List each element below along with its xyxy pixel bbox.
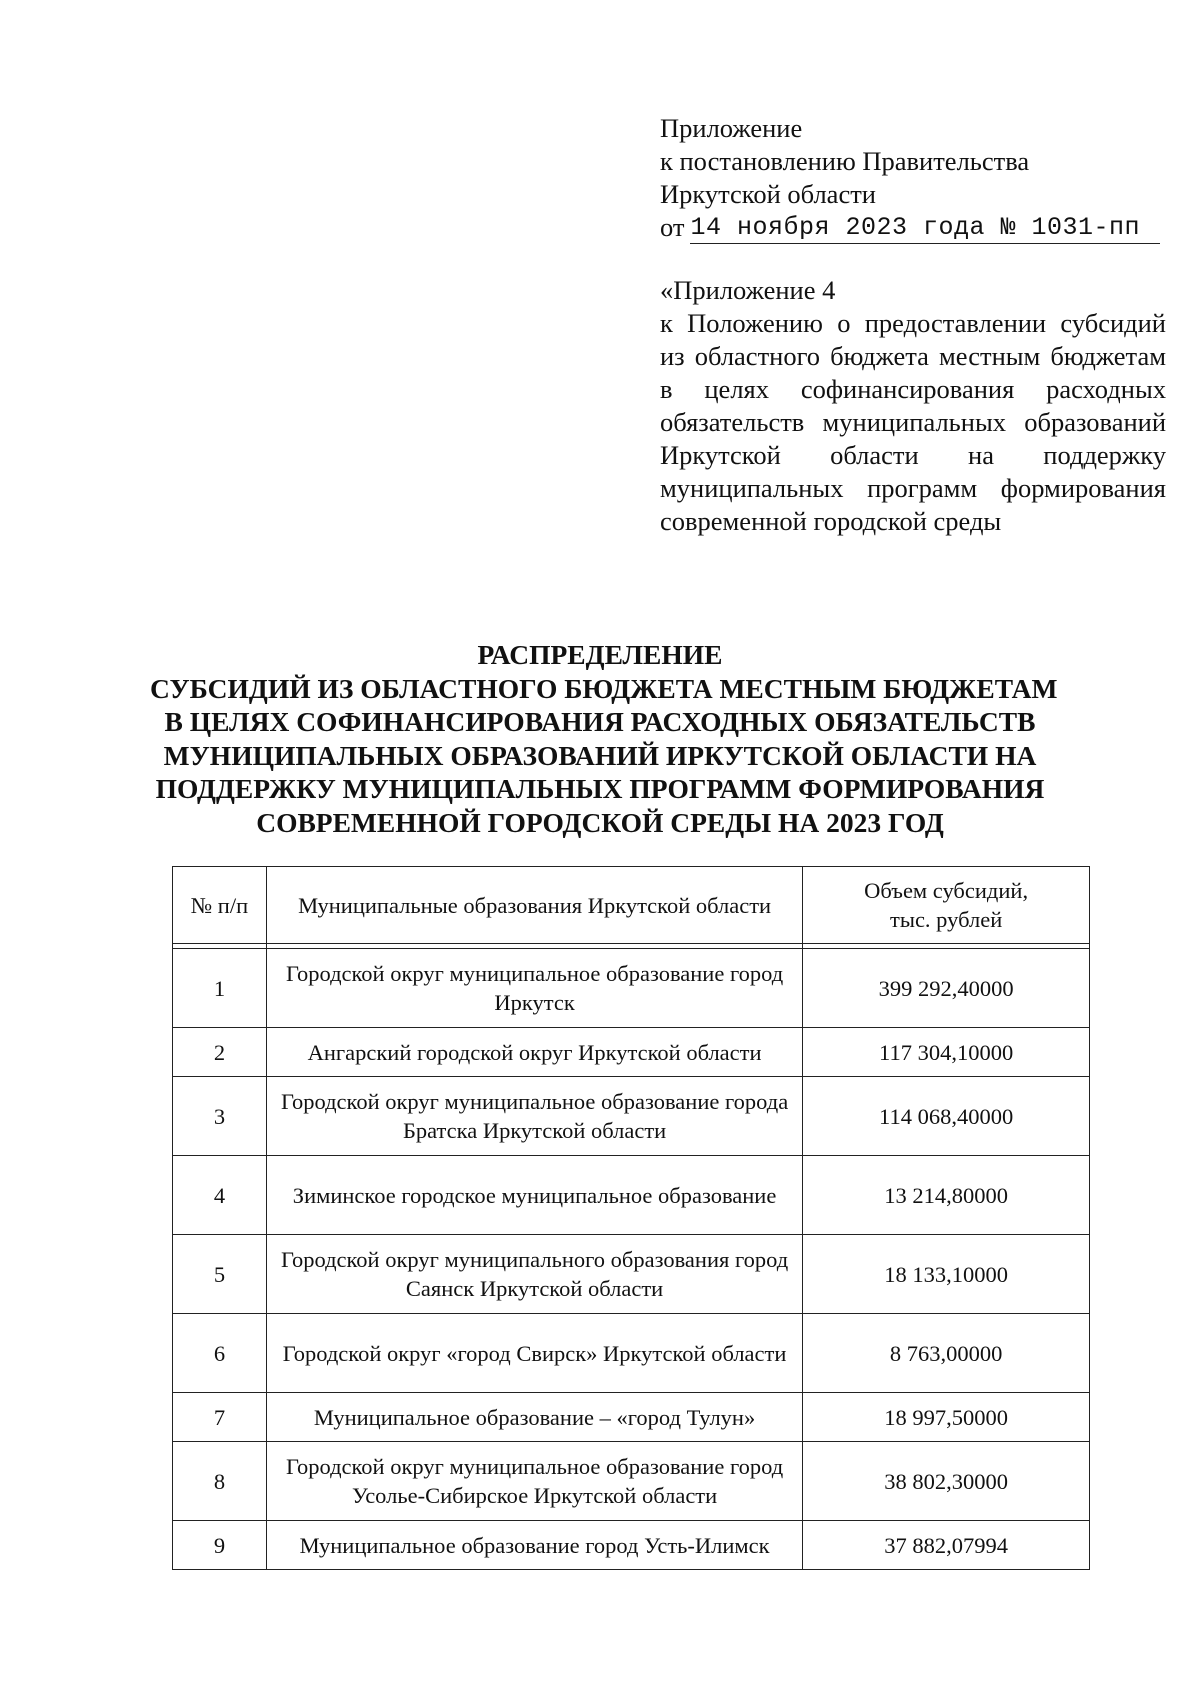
table-row [173, 1077, 1090, 1156]
row-amount: 399 292,40000 [803, 949, 1090, 1028]
row-amount: 37 882,07994 [803, 1521, 1090, 1570]
row-num: 9 [173, 1521, 267, 1570]
row-name: Городской округ муниципальное образование город Иркутск [266, 949, 802, 1028]
header-num: № п/п [173, 867, 267, 944]
row-name: Городской округ муниципальное образование города Братска Иркутской области [266, 1077, 802, 1156]
title-line-3: В ЦЕЛЯХ СОФИНАНСИРОВАНИЯ РАСХОДНЫХ ОБЯЗАТЕЛЬСТВ [164, 706, 1036, 737]
table-row [173, 1235, 1090, 1314]
row-amount: 13 214,80000 [803, 1156, 1090, 1235]
row-amount: 18 997,50000 [803, 1393, 1090, 1442]
approval-block [660, 112, 1160, 244]
title-line-5: ПОДДЕРЖКУ МУНИЦИПАЛЬНЫХ ПРОГРАММ ФОРМИРОВАНИЯ [155, 773, 1045, 804]
approval-date-line [660, 211, 1160, 244]
table-row [173, 1314, 1090, 1393]
appendix-4-title: «Приложение 4 [660, 275, 836, 305]
header-amount [803, 867, 1090, 944]
row-name: Городской округ муниципального образования город Саянск Иркутской области [266, 1235, 802, 1314]
row-name: Городской округ «город Свирск» Иркутской области [266, 1314, 802, 1393]
row-name: Зиминское городское муниципальное образование [266, 1156, 802, 1235]
table-row [173, 1521, 1090, 1570]
table-row [173, 1442, 1090, 1521]
header-amount-line-1: Объем субсидий, [864, 878, 1029, 903]
approval-date-prefix: от [660, 212, 685, 242]
appendix-4-block [660, 274, 1166, 538]
table-header-row [173, 867, 1090, 944]
appendix-4-paragraph: к Положению о предоставлении субсидий из областного бюджета местным бюджетам в целях софинансирования расходных обязательств муниципальных образований Иркутской области на поддержку муниципальных программ формирования современной городской среды [660, 308, 1166, 536]
approval-date-value: 14 ноября 2023 года № 1031-пп [690, 213, 1160, 244]
document-title [150, 638, 1058, 839]
row-num: 1 [173, 949, 267, 1028]
row-num: 7 [173, 1393, 267, 1442]
table-row [173, 1393, 1090, 1442]
row-num: 5 [173, 1235, 267, 1314]
approval-line-2: к постановлению Правительства [660, 146, 1030, 176]
row-num: 3 [173, 1077, 267, 1156]
row-num: 2 [173, 1028, 267, 1077]
row-num: 6 [173, 1314, 267, 1393]
row-name: Ангарский городской округ Иркутской области [266, 1028, 802, 1077]
row-name: Муниципальное образование – «город Тулун» [266, 1393, 802, 1442]
row-amount: 117 304,10000 [803, 1028, 1090, 1077]
row-name: Городской округ муниципальное образование город Усолье-Сибирское Иркутской области [266, 1442, 802, 1521]
approval-line-1: Приложение [660, 113, 803, 143]
header-name: Муниципальные образования Иркутской области [266, 867, 802, 944]
row-amount: 18 133,10000 [803, 1235, 1090, 1314]
row-amount: 114 068,40000 [803, 1077, 1090, 1156]
approval-line-3: Иркутской области [660, 179, 876, 209]
title-line-4: МУНИЦИПАЛЬНЫХ ОБРАЗОВАНИЙ ИРКУТСКОЙ ОБЛАСТИ НА [163, 739, 1037, 771]
row-amount: 38 802,30000 [803, 1442, 1090, 1521]
row-amount: 8 763,00000 [803, 1314, 1090, 1393]
title-line-6: СОВРЕМЕННОЙ ГОРОДСКОЙ СРЕДЫ НА 2023 ГОД [256, 806, 944, 838]
table-row [173, 949, 1090, 1028]
title-line-1: РАСПРЕДЕЛЕНИЕ [477, 639, 723, 670]
row-num: 4 [173, 1156, 267, 1235]
title-line-2: СУБСИДИЙ ИЗ ОБЛАСТНОГО БЮДЖЕТА МЕСТНЫМ БЮДЖЕТАМ [150, 672, 1058, 704]
header-amount-line-2: тыс. рублей [890, 907, 1003, 932]
row-name: Муниципальное образование город Усть-Илимск [266, 1521, 802, 1570]
distribution-table [172, 866, 1090, 1570]
table-row [173, 1028, 1090, 1077]
table-row [173, 1156, 1090, 1235]
row-num: 8 [173, 1442, 267, 1521]
